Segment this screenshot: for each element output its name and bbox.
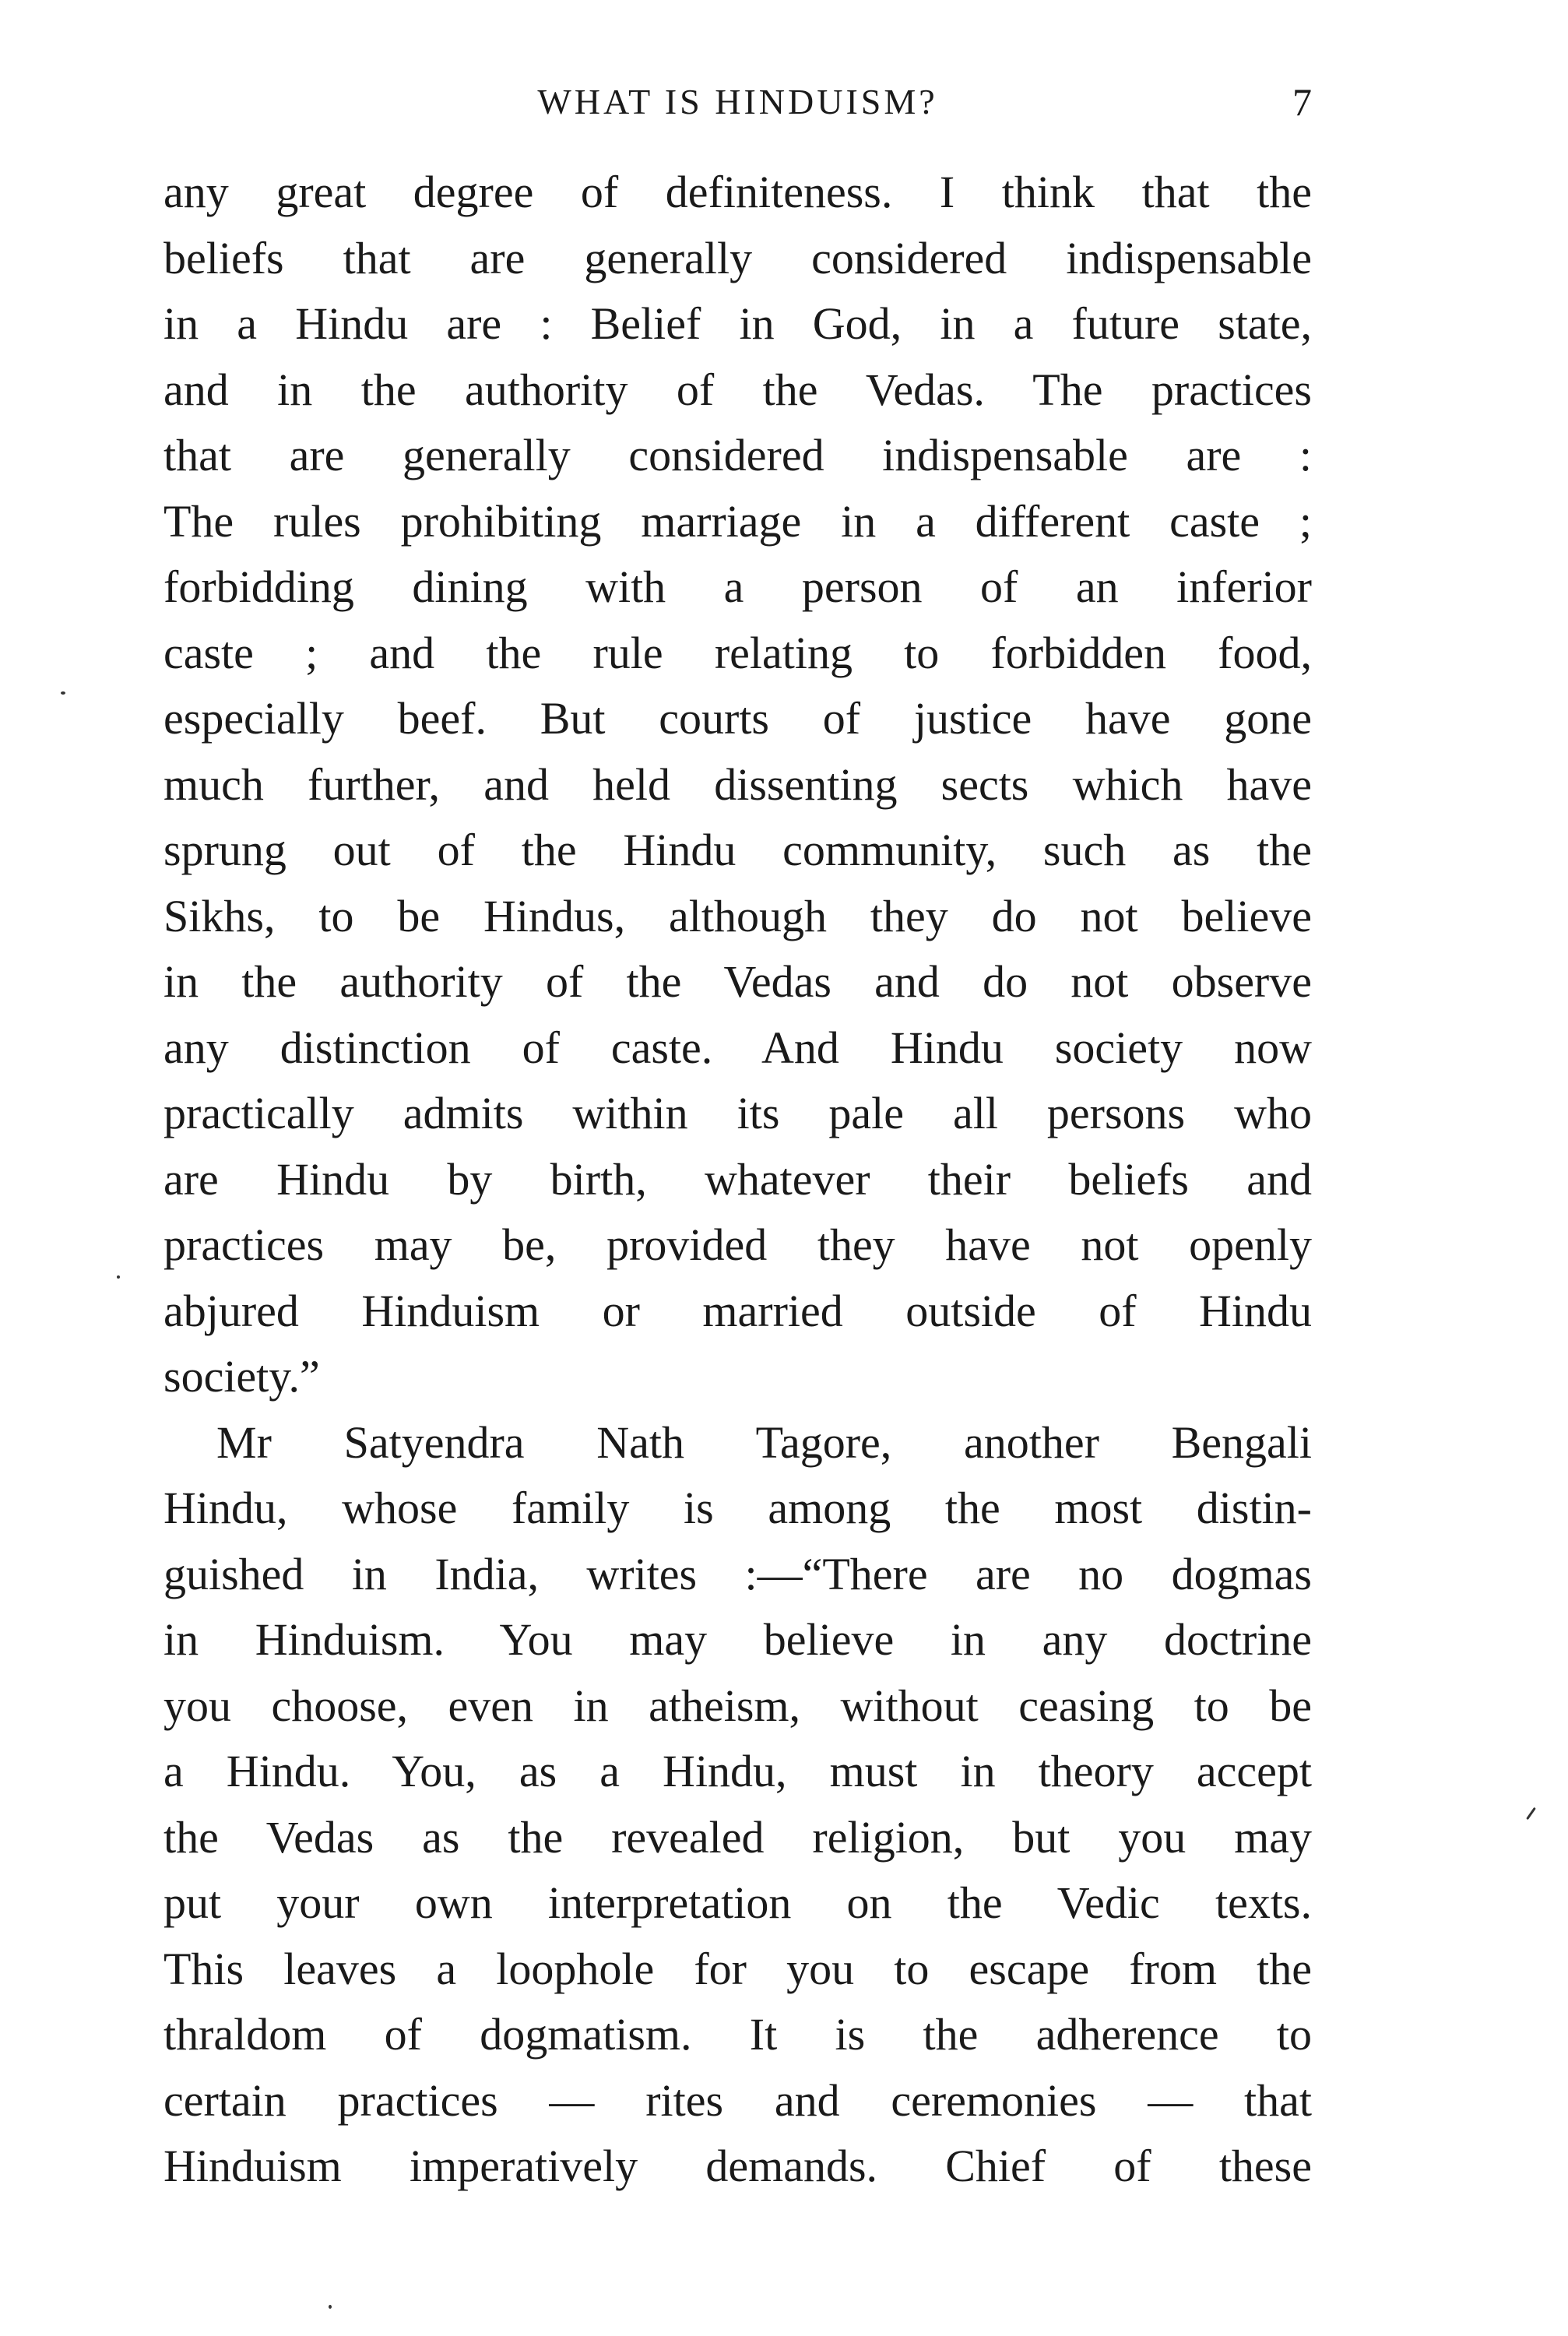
text-line: caste ; and the rule relating to forbidden food, <box>163 627 1312 678</box>
text-line: forbidding dining with a person of an inferior <box>163 561 1312 612</box>
text-line: in the authority of the Vedas and do not observe <box>163 956 1312 1007</box>
text-line: society.” <box>163 1351 320 1402</box>
page-number: 7 <box>1292 80 1312 124</box>
text-line: guished in India, writes :—“There are no dogmas <box>163 1548 1312 1599</box>
scan-speck <box>1526 1807 1536 1820</box>
text-line: the Vedas as the revealed religion, but you may <box>163 1811 1312 1863</box>
text-line: abjured Hinduism or married outside of Hindu <box>163 1285 1312 1336</box>
text-line: much further, and held dissenting sects which have <box>163 758 1312 810</box>
running-title: WHAT IS HINDUISM? <box>537 82 938 121</box>
body-text <box>163 160 1312 2200</box>
scan-speck <box>329 2305 332 2309</box>
text-line: practically admits within its pale all persons who <box>163 1088 1312 1138</box>
text-line: are Hindu by birth, whatever their beliefs and <box>163 1153 1312 1205</box>
text-line: The rules prohibiting marriage in a different caste ; <box>163 495 1312 547</box>
text-line: any distinction of caste. And Hindu society now <box>163 1022 1312 1073</box>
running-head <box>163 75 1312 129</box>
text-line: any great degree of definiteness. I think that the <box>163 167 1312 217</box>
text-line: that are generally considered indispensable are : <box>163 430 1312 480</box>
scan-speck <box>117 1275 120 1279</box>
text-line: sprung out of the Hindu community, such as the <box>163 825 1312 875</box>
text-line: and in the authority of the Vedas. The practices <box>163 364 1312 415</box>
text-line: Mr Satyendra Nath Tagore, another Bengali <box>216 1416 1312 1468</box>
text-line: Hindu, whose family is among the most distin- <box>163 1483 1312 1533</box>
text-line: practices may be, provided they have not openly <box>163 1219 1312 1270</box>
scan-speck <box>61 691 65 695</box>
text-line: Hinduism imperatively demands. Chief of these <box>163 2141 1312 2191</box>
text-line: a Hindu. You, as a Hindu, must in theory accept <box>163 1746 1312 1796</box>
text-line: in a Hindu are : Belief in God, in a future state, <box>163 298 1312 349</box>
paragraph-2 <box>163 1410 1312 2200</box>
text-line: in Hinduism. You may believe in any doctrine <box>163 1614 1312 1665</box>
text-line: beliefs that are generally considered indispensable <box>163 232 1312 283</box>
text-line: thraldom of dogmatism. It is the adherence to <box>163 2009 1312 2060</box>
text-line: especially beef. But courts of justice have gone <box>163 693 1312 744</box>
text-line: Sikhs, to be Hindus, although they do not believe <box>163 890 1312 941</box>
text-line: you choose, even in atheism, without ceasing to be <box>163 1680 1312 1731</box>
text-line: certain practices — rites and ceremonies — that <box>163 2074 1312 2126</box>
text-line: put your own interpretation on the Vedic texts. <box>163 1877 1312 1928</box>
text-line: This leaves a loophole for you to escape from the <box>163 1943 1312 1994</box>
paragraph-1 <box>163 160 1312 1410</box>
